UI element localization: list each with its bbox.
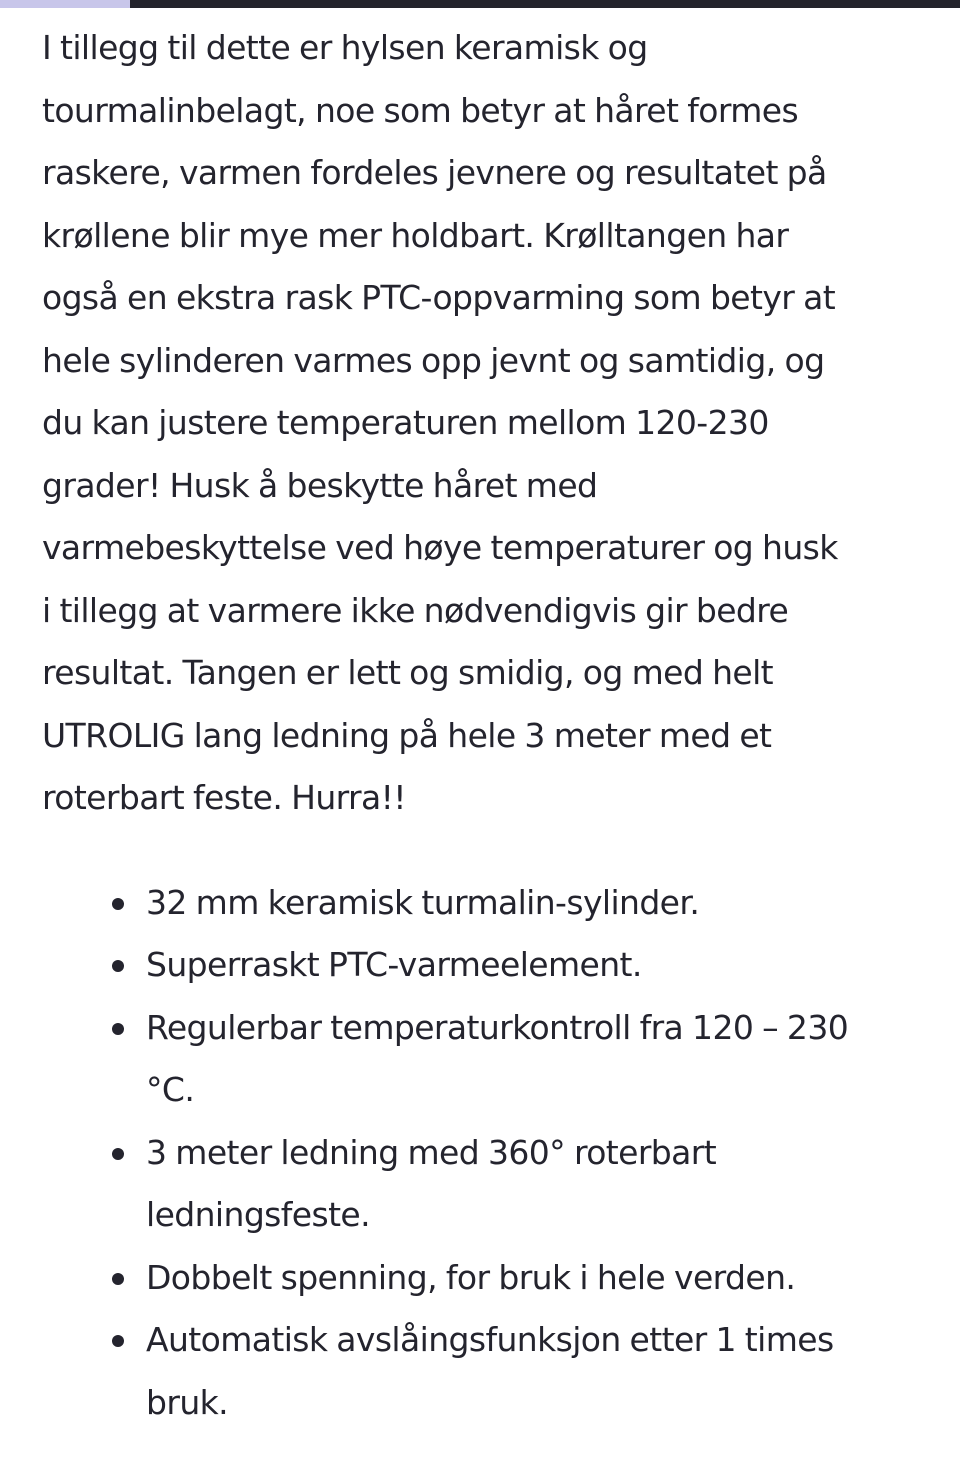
list-item [146,1309,954,1434]
paragraph-line: raskere, varmen fordeles jevnere og resultatet på [42,153,827,192]
list-item-text: ledningsfeste. [146,1195,371,1234]
paragraph-line: grader! Husk å beskytte håret med [42,465,598,505]
bullet-dot-icon [112,1335,124,1347]
top-bar-track [130,0,960,8]
list-item-text: Automatisk avslåingsfunksjon etter 1 times [146,1320,834,1359]
list-item-text: Dobbelt spenning, for bruk i hele verden. [146,1257,796,1297]
paragraph-line: UTROLIG lang ledning på hele 3 meter med et [42,715,772,755]
bullet-dot-icon [112,898,124,910]
list-item [146,997,954,1122]
paragraph-line: tourmalinbelagt, noe som betyr at håret formes [42,90,799,130]
top-progress-bar [0,0,960,8]
list-item [146,1247,954,1310]
paragraph-line: resultat. Tangen er lett og smidig, og med helt [42,653,774,692]
article-content [42,17,954,1434]
paragraph-line: I tillegg til dette er hylsen keramisk og [42,28,648,67]
paragraph-line: i tillegg at varmere ikke nødvendigvis gir bedre [42,590,789,630]
paragraph-line: også en ekstra rask PTC-oppvarming som betyr at [42,278,836,317]
bullet-dot-icon [112,960,124,972]
feature-list [42,872,954,1435]
list-item-text: Regulerbar temperaturkontroll fra 120 – 230 [146,1007,849,1047]
paragraph-line: hele sylinderen varmes opp jevnt og samtidig, og [42,340,825,380]
list-item-text: 32 mm keramisk turmalin-sylinder. [146,882,700,922]
list-item [146,872,954,935]
list-item [146,1122,954,1247]
paragraph-line: varmebeskyttelse ved høye temperaturer og husk [42,528,838,567]
paragraph-line: roterbart feste. Hurra!! [42,778,406,817]
list-item [146,934,954,997]
list-item-text: 3 meter ledning med 360° roterbart [146,1132,717,1172]
list-item-text: °C. [146,1070,195,1109]
paragraph-line: krøllene blir mye mer holdbart. Krølltangen har [42,215,789,255]
list-item-text: Superraskt PTC-varmeelement. [146,945,642,984]
paragraph-line: du kan justere temperaturen mellom 120-230 [42,403,769,442]
bullet-dot-icon [112,1273,124,1285]
bullet-dot-icon [112,1023,124,1035]
list-item-text: bruk. [146,1382,229,1422]
bullet-dot-icon [112,1148,124,1160]
description-paragraph [42,17,954,830]
top-bar-highlight [0,0,130,8]
